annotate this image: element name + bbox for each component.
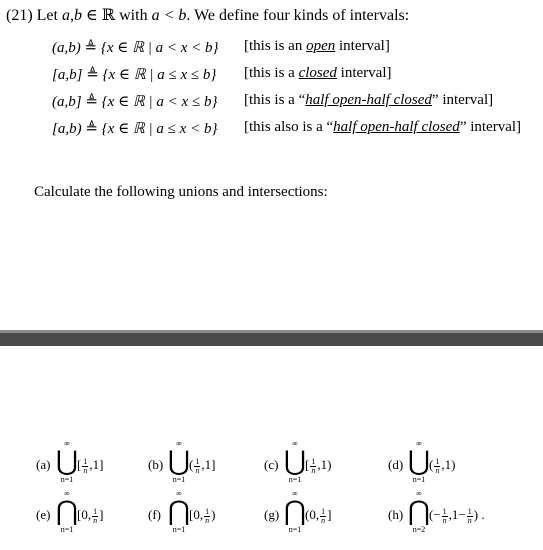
upper-limit: ∞ bbox=[292, 489, 298, 498]
fraction-numerator: 1 bbox=[321, 506, 326, 516]
interval-close: ,1] bbox=[89, 457, 104, 472]
fraction-numerator: 1 bbox=[195, 456, 200, 466]
definition-note bbox=[244, 65, 391, 82]
intersection-symbol: ⋂ bbox=[55, 496, 79, 526]
upper-limit: ∞ bbox=[64, 439, 70, 448]
header-rest: . We define four kinds of intervals: bbox=[186, 7, 410, 24]
header-in: ∈ bbox=[85, 7, 98, 24]
interval-open: (− bbox=[429, 507, 441, 522]
problem-label: (f) bbox=[148, 507, 161, 522]
fraction bbox=[434, 458, 440, 475]
fraction bbox=[92, 508, 98, 525]
lower-limit: n=1 bbox=[60, 525, 74, 534]
divider-highlight bbox=[0, 330, 543, 333]
interval-middle: ,1− bbox=[448, 507, 466, 522]
intersection-symbol: ⋂ bbox=[283, 496, 307, 526]
set-builder: {x ∈ ℝ | a < x ≤ b} bbox=[101, 94, 218, 110]
lower-limit: n=1 bbox=[288, 525, 302, 534]
fraction bbox=[194, 458, 200, 475]
fraction bbox=[204, 508, 210, 525]
interval-expression bbox=[305, 457, 331, 475]
intersection-symbol: ⋂ bbox=[167, 496, 191, 526]
interval-expression bbox=[189, 457, 215, 475]
union-symbol: ⋃ bbox=[167, 446, 191, 476]
fraction-numerator: 1 bbox=[93, 506, 98, 516]
set-builder: {x ∈ ℝ | a ≤ x < b} bbox=[101, 121, 218, 137]
fraction-denominator: n bbox=[195, 465, 200, 475]
note-emphasis: half open-half closed bbox=[333, 119, 460, 135]
fraction-numerator: 1 bbox=[311, 456, 316, 466]
upper-limit: ∞ bbox=[64, 489, 70, 498]
upper-limit: ∞ bbox=[416, 439, 422, 448]
interval-notation: [a,b] bbox=[52, 67, 83, 83]
problem-label: (a) bbox=[36, 457, 51, 472]
union-symbol: ⋃ bbox=[407, 446, 431, 476]
interval-close: ] bbox=[327, 507, 332, 522]
fraction-denominator: n bbox=[83, 465, 88, 475]
section-divider bbox=[0, 330, 543, 346]
lower-limit: n=1 bbox=[172, 525, 186, 534]
lower-limit: n=2 bbox=[412, 525, 426, 534]
union-symbol: ⋃ bbox=[55, 446, 79, 476]
interval-close: ,1] bbox=[201, 457, 216, 472]
note-suffix: ” interval] bbox=[459, 119, 522, 135]
interval-expression bbox=[77, 457, 103, 475]
upper-limit: ∞ bbox=[176, 439, 182, 448]
fraction-denominator: n bbox=[435, 465, 440, 475]
fraction-numerator: 1 bbox=[467, 506, 472, 516]
interval-open: [ bbox=[77, 457, 82, 472]
interval-open: (0, bbox=[305, 507, 320, 522]
interval-expression bbox=[305, 507, 331, 525]
problem-label: (e) bbox=[36, 507, 51, 522]
lower-limit: n=1 bbox=[412, 475, 426, 484]
fraction-numerator: 1 bbox=[205, 506, 210, 516]
fraction bbox=[442, 508, 448, 525]
interval-close: ) . bbox=[473, 507, 485, 522]
define-symbol: ≜ bbox=[84, 40, 98, 56]
define-symbol: ≜ bbox=[86, 67, 99, 83]
note-emphasis: half open-half closed bbox=[305, 92, 432, 108]
header-vars: a,b bbox=[61, 7, 82, 24]
definition-math bbox=[52, 119, 240, 138]
fraction-numerator: 1 bbox=[435, 456, 440, 466]
note-prefix: [this is a bbox=[244, 65, 299, 81]
lower-limit: n=1 bbox=[60, 475, 74, 484]
interval-open: [0, bbox=[77, 507, 92, 522]
interval-open: [0, bbox=[189, 507, 204, 522]
definition-note bbox=[244, 38, 390, 55]
definition-note bbox=[244, 119, 521, 136]
fraction-denominator: n bbox=[442, 515, 447, 525]
fraction bbox=[82, 458, 88, 475]
fraction-denominator: n bbox=[93, 515, 98, 525]
interval-open: ( bbox=[189, 457, 194, 472]
intersection-symbol: ⋂ bbox=[407, 496, 431, 526]
interval-expression bbox=[189, 507, 215, 525]
problem-label: (d) bbox=[388, 457, 404, 472]
fraction bbox=[320, 508, 326, 525]
problem-label: (b) bbox=[148, 457, 164, 472]
lower-limit: n=1 bbox=[172, 475, 186, 484]
definition-math bbox=[52, 38, 240, 57]
note-suffix: interval] bbox=[336, 65, 392, 81]
note-prefix: [this is an bbox=[244, 38, 307, 54]
interval-close: ,1) bbox=[441, 457, 456, 472]
header-real: ℝ bbox=[101, 7, 116, 24]
interval-notation: (a,b) bbox=[52, 40, 81, 56]
set-builder: {x ∈ ℝ | a < x < b} bbox=[100, 40, 219, 56]
define-symbol: ≜ bbox=[85, 94, 98, 110]
note-suffix: interval] bbox=[335, 38, 390, 54]
definition-note bbox=[244, 92, 493, 109]
problem-number: (21) bbox=[6, 7, 33, 24]
header-cond: a < b bbox=[151, 7, 187, 24]
note-emphasis: open bbox=[306, 38, 336, 54]
fraction-denominator: n bbox=[467, 515, 472, 525]
calc-instruction: Calculate the following unions and intersections: bbox=[34, 184, 328, 200]
lower-limit: n=1 bbox=[288, 475, 302, 484]
interval-notation: [a,b) bbox=[52, 121, 82, 137]
upper-limit: ∞ bbox=[416, 489, 422, 498]
interval-open: ( bbox=[429, 457, 434, 472]
definition-math bbox=[52, 65, 240, 84]
note-prefix: [this is a “ bbox=[244, 92, 306, 108]
fraction-denominator: n bbox=[311, 465, 316, 475]
fraction-numerator: 1 bbox=[442, 506, 447, 516]
note-prefix: [this also is a “ bbox=[244, 119, 334, 135]
upper-limit: ∞ bbox=[292, 439, 298, 448]
header-let: Let bbox=[36, 7, 58, 24]
header-with: with bbox=[119, 7, 148, 24]
fraction bbox=[310, 458, 316, 475]
interval-open: [ bbox=[305, 457, 310, 472]
interval-close: ,1) bbox=[317, 457, 332, 472]
define-symbol: ≜ bbox=[85, 121, 98, 137]
problem-label: (c) bbox=[264, 457, 279, 472]
fraction-denominator: n bbox=[321, 515, 326, 525]
fraction bbox=[467, 508, 473, 525]
note-suffix: ” interval] bbox=[431, 92, 494, 108]
interval-expression bbox=[77, 507, 103, 525]
set-builder: {x ∈ ℝ | a ≤ x ≤ b} bbox=[102, 67, 217, 83]
interval-close: ) bbox=[211, 507, 216, 522]
interval-notation: (a,b] bbox=[52, 94, 82, 110]
definition-math bbox=[52, 92, 240, 111]
problem-header bbox=[6, 5, 409, 25]
fraction-numerator: 1 bbox=[83, 456, 88, 466]
problem-label: (h) bbox=[388, 507, 404, 522]
interval-expression bbox=[429, 507, 485, 525]
interval-expression bbox=[429, 457, 455, 475]
fraction-denominator: n bbox=[205, 515, 210, 525]
interval-close: ] bbox=[99, 507, 104, 522]
union-symbol: ⋃ bbox=[283, 446, 307, 476]
note-emphasis: closed bbox=[298, 65, 337, 81]
problem-label: (g) bbox=[264, 507, 280, 522]
upper-limit: ∞ bbox=[176, 489, 182, 498]
